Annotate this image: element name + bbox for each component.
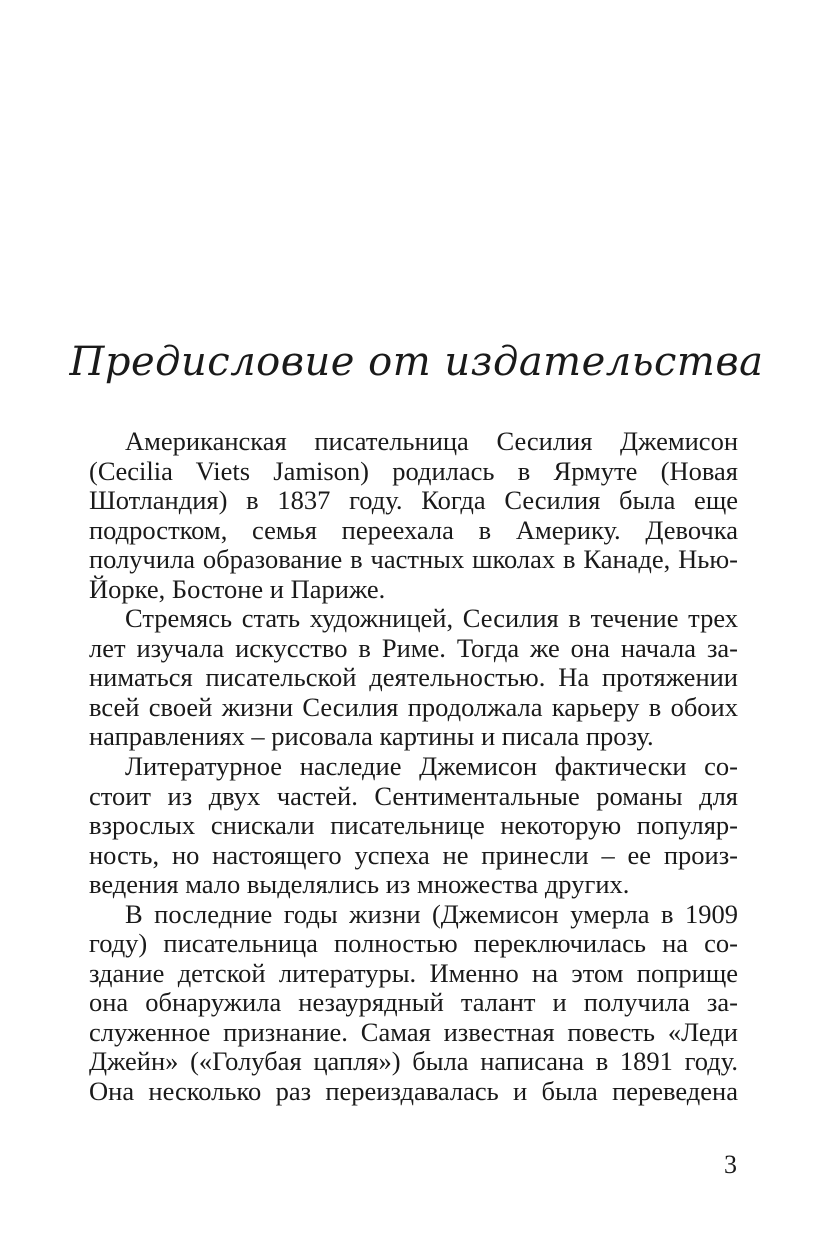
body-text [89,427,738,1107]
paragraph: Американская писательница Сесилия Джемисон (Cecilia Viets Jamison) родилась в Ярмуте (Новая Шотландия) в 1837 году. Когда Сесилия была еще подростком, семья переехала в Америку. Девочка получила образование в частных школах в Канаде, Нью-Йорке, Бостоне и Париже. [89,426,738,604]
paragraph: В последние годы жизни (Джемисон умерла в 1909 году) писательница полностью переключилась на создание детской литературы. Именно на этом поприще она обнаружила незаурядный талант и получила заслуженное признание. Самая известная повесть «Леди Джейн» («Голубая цапля») была написана в 1891 году. Она несколько раз переиздавалась и была переведена [89,898,738,1107]
page-number: 3 [724,1150,737,1179]
page-title: Предисловие от издательства [69,339,764,385]
paragraph: Литературное наследие Джемисон фактически состоит из двух частей. Сентиментальные романы для взрослых снискали писательнице некоторую популярность, но настоящего успеха не принесли – ее произведения мало выделялись из множества других. [89,751,738,900]
paragraph: Стремясь стать художницей, Сесилия в течение трех лет изучала искусство в Риме. Тогда же она начала заниматься писательской деятельностью. На протяжении всей своей жизни Сесилия продолжала карьеру в обоих направлениях – рисовала картины и писала прозу. [89,603,738,752]
